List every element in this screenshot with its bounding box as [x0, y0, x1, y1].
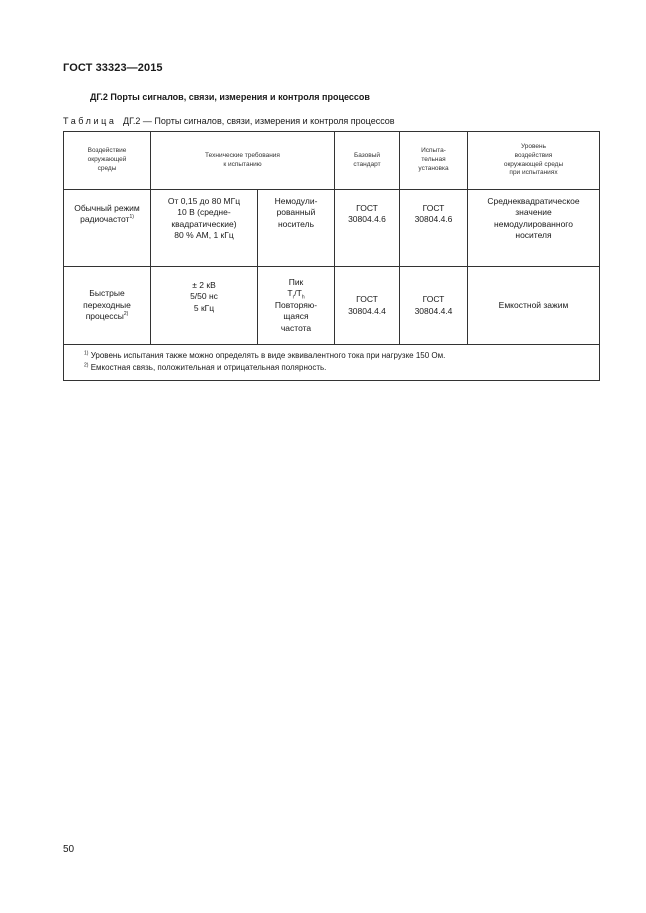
header-effect — [64, 132, 151, 190]
table-header-row — [64, 132, 600, 190]
cell-line: Емкостной зажим — [498, 299, 569, 310]
header-line: тельная — [421, 156, 446, 164]
footnotes-cell — [64, 345, 600, 381]
caption-number: ДГ.2 — [123, 116, 141, 126]
header-line: при испытаниях — [509, 169, 558, 177]
header-line: к испытанию — [223, 160, 262, 168]
cell-line: ГОСТ — [356, 203, 378, 213]
cell-line: 30804.4.4 — [414, 305, 453, 316]
footnote-ref: 1) — [129, 214, 134, 221]
table-caption — [63, 116, 395, 126]
header-line: Воздействие — [87, 147, 127, 155]
footnotes-row — [64, 345, 600, 381]
cell-line: переходные — [83, 299, 131, 310]
cell-line: Повторяю- — [274, 299, 318, 310]
table-row — [64, 190, 600, 267]
cell-requirement-b — [258, 190, 335, 267]
cell-line: носителя — [515, 230, 552, 241]
cell-standard — [335, 267, 400, 345]
header-line: Уровень — [520, 142, 547, 150]
cell-text: /T — [294, 288, 302, 299]
cell-line: От 0,15 до 80 МГц — [167, 196, 241, 206]
cell-line: Немодули- — [274, 196, 318, 206]
cell-line: Обычный режим — [74, 203, 140, 213]
cell-line: квадратические) — [171, 218, 237, 229]
cell-line: Среднеквадратическое — [487, 196, 580, 206]
cell-line: Быстрые — [89, 288, 125, 299]
cell-level — [468, 190, 600, 267]
header-line: Испыта- — [421, 147, 446, 155]
subscript: h — [301, 294, 305, 301]
cell-line — [261, 288, 331, 299]
cell-line: ГОСТ — [356, 294, 378, 305]
cell-setup — [400, 267, 468, 345]
cell-line: 10 В (средне- — [177, 207, 231, 218]
cell-line: ГОСТ — [422, 294, 445, 305]
cell-line: 5 кГц — [193, 302, 215, 313]
cell-text: радиочастот — [80, 214, 130, 225]
cell-line: рованный — [276, 207, 316, 218]
header-line: среды — [97, 164, 117, 172]
cell-line — [67, 214, 147, 225]
footnote — [84, 350, 591, 362]
caption-text: — Порты сигналов, связи, измерения и контроля процессов — [142, 116, 395, 126]
cell-line — [67, 311, 147, 322]
cell-line: Пик — [288, 276, 304, 287]
cell-effect — [64, 190, 151, 267]
cell-setup — [400, 190, 468, 267]
cell-line: 30804.4.4 — [348, 305, 386, 316]
cell-text: T — [287, 288, 293, 299]
cell-line: 30804.4.6 — [414, 214, 453, 225]
cell-line: 80 % АМ, 1 кГц — [174, 230, 234, 241]
header-line: окружающей среды — [503, 160, 564, 168]
cell-line: носитель — [277, 218, 315, 229]
table-row — [64, 267, 600, 345]
header-standard — [335, 132, 400, 190]
footnote — [84, 362, 591, 374]
cell-line: 5/50 нс — [190, 291, 218, 302]
header-level — [468, 132, 600, 190]
header-line: окружающей — [87, 156, 127, 164]
header-line: воздействия — [514, 151, 553, 159]
footnote-text: Уровень испытания также можно определять в виде эквивалентного тока при нагрузке 150 Ом. — [90, 351, 446, 360]
header-line: установка — [418, 164, 449, 172]
subscript: r — [292, 294, 295, 301]
footnote-mark: 1) — [84, 350, 89, 357]
section-title: ДГ.2 Порты сигналов, связи, измерения и контроля процессов — [90, 92, 370, 102]
cell-line: частота — [280, 322, 312, 333]
header-setup — [400, 132, 468, 190]
document-header: ГОСТ 33323—2015 — [63, 62, 163, 74]
cell-requirement-a — [151, 190, 258, 267]
cell-level — [468, 267, 600, 345]
cell-line: ГОСТ — [422, 203, 445, 213]
caption-word: Таблица — [63, 116, 117, 126]
cell-line: значение — [515, 207, 552, 218]
footnote-ref: 2) — [123, 311, 129, 318]
cell-standard — [335, 190, 400, 267]
footnote-mark: 2) — [84, 361, 89, 368]
cell-line: ± 2 кВ — [192, 280, 216, 290]
requirements-table — [63, 131, 600, 381]
cell-line: щаяся — [283, 311, 309, 322]
cell-line: немодулированного — [494, 218, 573, 229]
header-line: стандарт — [353, 160, 381, 168]
header-requirements — [151, 132, 335, 190]
footnote-text: Емкостная связь, положительная и отрицательная полярность. — [90, 362, 327, 372]
cell-line: 30804.4.6 — [348, 214, 386, 225]
cell-requirement-a — [151, 267, 258, 345]
cell-requirement-b — [258, 267, 335, 345]
header-line: Технические требования — [205, 151, 280, 159]
cell-text: процессы — [85, 311, 124, 322]
header-line: Базовый — [353, 151, 381, 159]
page-number: 50 — [63, 844, 75, 855]
cell-effect — [64, 267, 151, 345]
